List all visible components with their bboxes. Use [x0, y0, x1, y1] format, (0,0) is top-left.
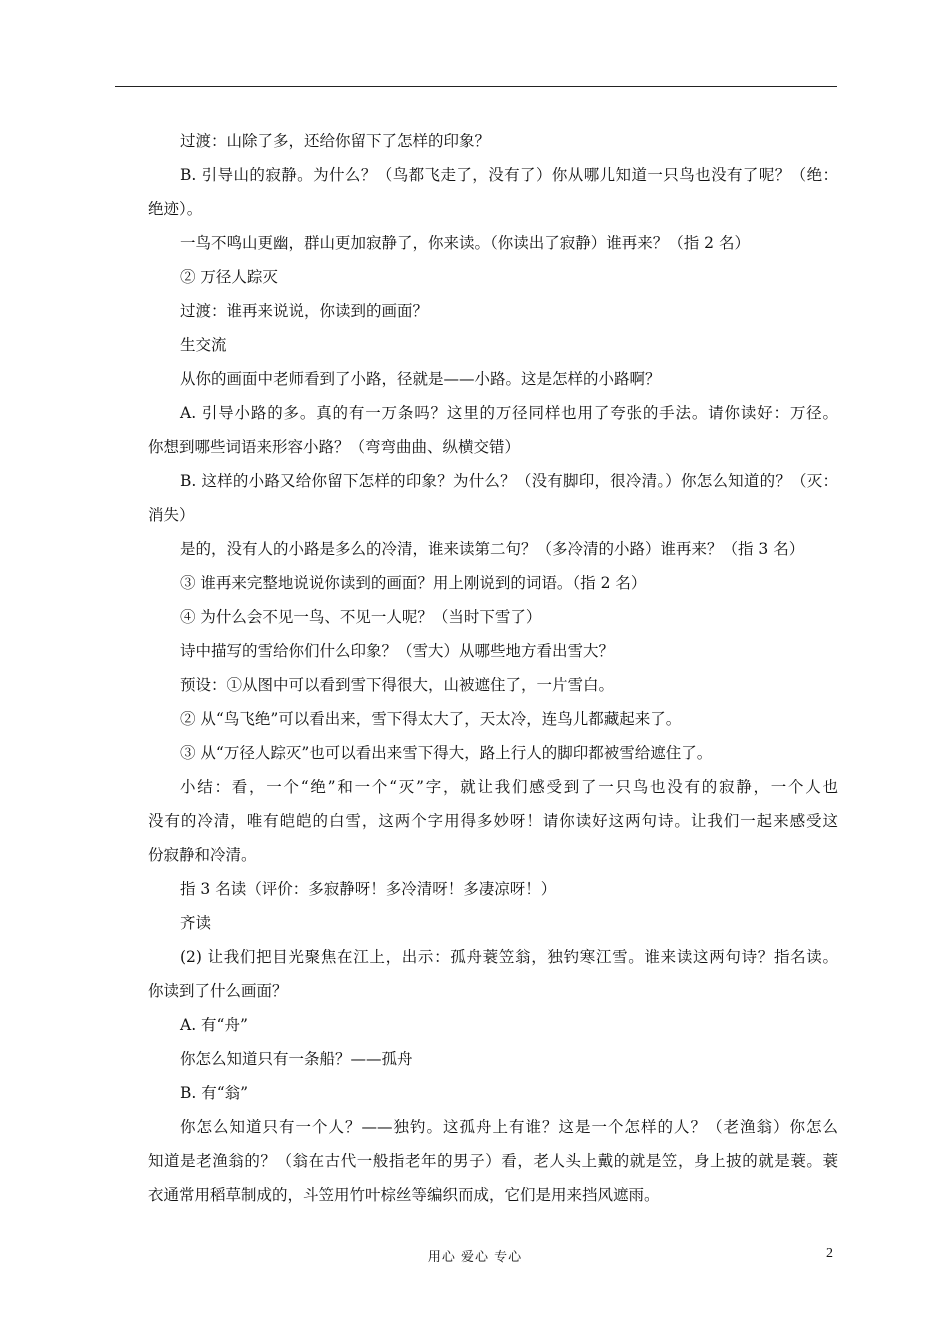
text-line: 份寂静和冷清。	[148, 846, 257, 864]
text-line: 齐读	[180, 914, 212, 932]
text-line: A. 引导小路的多。真的有一万条吗？这里的万径同样也用了夸张的手法。请你读好：万径。	[180, 404, 838, 422]
text-line: B. 这样的小路又给你留下怎样的印象？为什么？（没有脚印，很冷清。）你怎么知道的？（灭：	[180, 472, 838, 490]
text-line: (2) 让我们把目光聚焦在江上，出示：孤舟蓑笠翁，独钓寒江雪。谁来读这两句诗？指名读。	[180, 948, 838, 966]
text-line: 过渡：山除了多，还给你留下了怎样的印象？	[180, 132, 491, 150]
header-rule	[115, 86, 837, 87]
page-number: 2	[826, 1246, 833, 1261]
text-line: 生交流	[180, 336, 227, 354]
text-line: A. 有“舟”	[180, 1016, 248, 1034]
text-line: 过渡：谁再来说说，你读到的画面？	[180, 302, 429, 320]
text-line: ② 从“鸟飞绝”可以看出来，雪下得太大了，天太冷，连鸟儿都藏起来了。	[180, 710, 682, 728]
text-line: 小结：看，一个“绝”和一个“灭”字，就让我们感受到了一只鸟也没有的寂静，一个人也	[180, 778, 838, 796]
text-line: 知道是老渔翁的？（翁在古代一般指老年的男子）看，老人头上戴的就是笠，身上披的就是蓑。蓑	[148, 1152, 838, 1170]
text-line: 从你的画面中老师看到了小路，径就是——小路。这是怎样的小路啊？	[180, 370, 661, 388]
text-line: ④ 为什么会不见一鸟、不见一人呢？（当时下雪了）	[180, 608, 542, 626]
text-line: ③ 谁再来完整地说说你读到的画面？用上刚说到的词语。（指 2 名）	[180, 574, 647, 592]
text-line: 指 3 名读（评价：多寂静呀！多冷清呀！多凄凉呀！）	[180, 880, 557, 898]
text-line: 你想到哪些词语来形容小路？（弯弯曲曲、纵横交错）	[148, 438, 521, 456]
text-line: 预设：①从图中可以看到雪下得很大，山被遮住了，一片雪白。	[180, 676, 615, 694]
text-line: 没有的冷清，唯有皑皑的白雪，这两个字用得多妙呀！请你读好这两句诗。让我们一起来感受这	[148, 812, 838, 830]
text-line: B. 引导山的寂静。为什么？（鸟都飞走了，没有了）你从哪儿知道一只鸟也没有了呢？（绝：	[180, 166, 838, 184]
text-line: ② 万径人踪灭	[180, 268, 278, 286]
text-line: 衣通常用稻草制成的，斗笠用竹叶棕丝等编织而成，它们是用来挡风遮雨。	[148, 1186, 660, 1204]
text-line: 你怎么知道只有一个人？——独钓。这孤舟上有谁？这是一个怎样的人？（老渔翁）你怎么	[180, 1118, 838, 1136]
footer-motto: 用心 爱心 专心	[427, 1250, 523, 1265]
document-body	[148, 124, 838, 1212]
text-line: 绝迹）。	[148, 200, 203, 218]
text-line: 诗中描写的雪给你们什么印象？（雪大）从哪些地方看出雪大？	[180, 642, 615, 660]
text-line: ③ 从“万径人踪灭”也可以看出来雪下得大，路上行人的脚印都被雪给遮住了。	[180, 744, 713, 762]
text-line: 你读到了什么画面？	[148, 982, 288, 1000]
text-line: 一鸟不鸣山更幽，群山更加寂静了，你来读。（你读出了寂静）谁再来？（指 2 名）	[180, 234, 750, 252]
text-line: B. 有“翁”	[180, 1084, 249, 1102]
text-line: 是的，没有人的小路是多么的冷清，谁来读第二句？（多冷清的小路）谁再来？（指 3 名）	[180, 540, 805, 558]
text-line: 你怎么知道只有一条船？——孤舟	[180, 1050, 413, 1068]
text-line: 消失）	[148, 506, 195, 524]
